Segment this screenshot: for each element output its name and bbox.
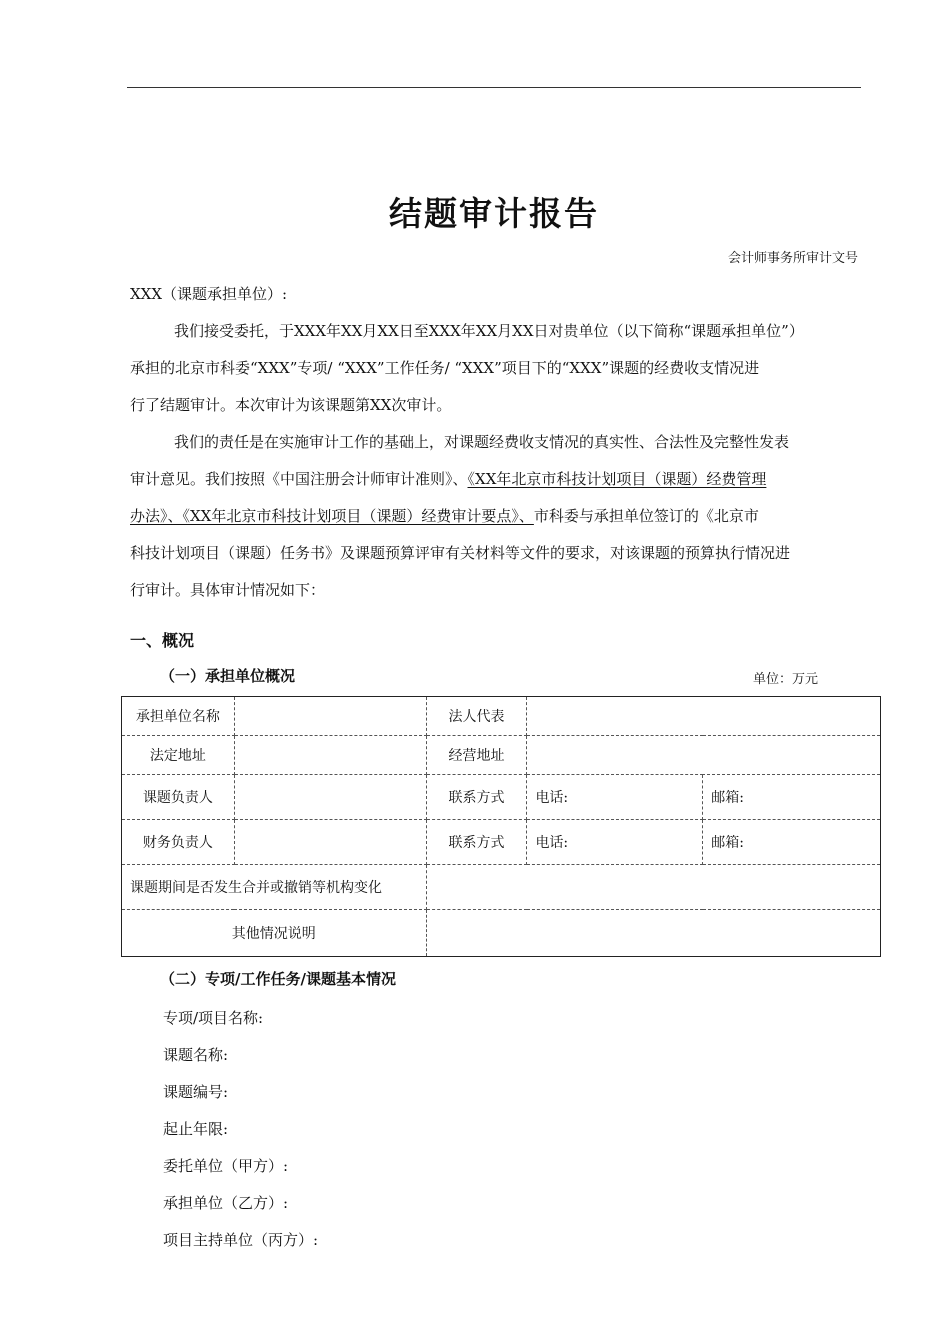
value-cell	[426, 910, 880, 957]
label-cell: 课题负责人	[122, 775, 235, 820]
para1-line: 我们接受委托，于XXX年XX月XX日至XXX年XX月XX日对贵单位（以下简称“课题承担单位”）	[174, 322, 804, 340]
label-cell: 联系方式	[426, 820, 527, 865]
label-cell: 承担单位名称	[122, 697, 235, 736]
underlined-reference: 《XX年北京市科技计划项目（课题）经费管理	[467, 470, 767, 488]
para2-text: 审计意见。我们按照《中国注册会计师审计准则》、	[130, 470, 468, 488]
value-cell	[527, 697, 881, 736]
info-line: 项目主持单位（丙方）:	[163, 1231, 319, 1249]
underlined-reference: 办法》、《XX年北京市科技计划项目（课题）经费审计要点》、	[130, 507, 534, 525]
para2-line	[130, 498, 860, 535]
subsection-heading: （一）承担单位概况	[160, 667, 296, 685]
table-row	[122, 736, 881, 775]
label-cell: 法人代表	[426, 697, 527, 736]
para2-text: 市科委与承担单位签订的《北京市	[533, 507, 759, 525]
label-cell: 财务负责人	[122, 820, 235, 865]
para2-line: 科技计划项目（课题）任务书》及课题预算评审有关材料等文件的要求，对该课题的预算执行情况进	[130, 544, 791, 562]
unit-label: 单位：万元	[753, 672, 819, 687]
para1-line: 承担的北京市科委“XXX”专项/ “XXX”工作任务/ “XXX”项目下的“XXX”课题的经费收支情况进	[130, 359, 760, 377]
table-row	[122, 820, 881, 865]
phone-cell: 电话:	[527, 820, 703, 865]
doc-number: 会计师事务所审计文号	[727, 251, 858, 266]
label-cell: 联系方式	[426, 775, 527, 820]
report-body	[130, 276, 860, 609]
label-cell: 法定地址	[122, 736, 235, 775]
subsection-heading: （二）专项/工作任务/课题基本情况	[160, 970, 396, 988]
info-line: 起止年限:	[163, 1120, 229, 1138]
value-cell	[234, 820, 426, 865]
phone-cell: 电话:	[527, 775, 703, 820]
table-row	[122, 775, 881, 820]
table-row	[122, 865, 881, 910]
value-cell	[527, 736, 881, 775]
info-line: 课题编号:	[163, 1083, 229, 1101]
label-cell: 其他情况说明	[122, 910, 427, 957]
value-cell	[234, 775, 426, 820]
salutation: XXX（课题承担单位）:	[130, 285, 288, 303]
info-line: 课题名称:	[163, 1046, 229, 1064]
unit-overview-table	[121, 696, 881, 957]
value-cell	[426, 865, 880, 910]
para2-line: 行审计。具体审计情况如下：	[130, 581, 326, 599]
para1-line: 行了结题审计。本次审计为该课题第XX次审计。	[130, 396, 452, 414]
para2-line: 我们的责任是在实施审计工作的基础上，对课题经费收支情况的真实性、合法性及完整性发表	[174, 433, 790, 451]
label-cell: 课题期间是否发生合并或撤销等机构变化	[122, 865, 427, 910]
report-title: 结题审计报告	[389, 194, 599, 233]
para2-line	[130, 461, 860, 498]
email-cell: 邮箱:	[703, 820, 881, 865]
info-line: 委托单位（甲方）:	[163, 1157, 289, 1175]
value-cell	[234, 697, 426, 736]
info-line: 承担单位（乙方）:	[163, 1194, 289, 1212]
basic-info-list	[163, 1000, 318, 1259]
label-cell: 经营地址	[426, 736, 527, 775]
header-rule	[127, 87, 861, 88]
table-row	[122, 910, 881, 957]
email-cell: 邮箱:	[703, 775, 881, 820]
info-line: 专项/项目名称:	[163, 1009, 264, 1027]
value-cell	[234, 736, 426, 775]
table-row	[122, 697, 881, 736]
section-heading: 一、概况	[130, 631, 195, 650]
